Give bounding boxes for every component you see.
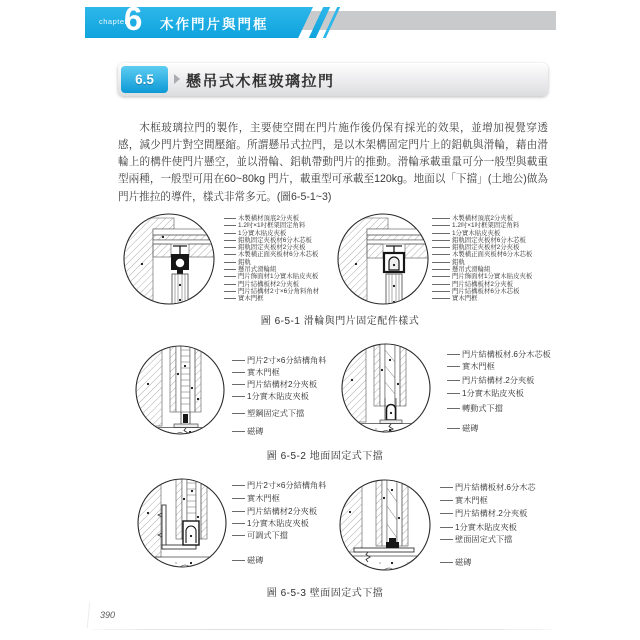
callout-label: 1.2吋×1吋框架固定角料	[432, 222, 532, 229]
figure-caption: 圖 6-5-3 壁面固定式下擋	[266, 588, 384, 599]
callout-label: 實木門框	[232, 494, 280, 503]
callout-label: 1分實木貼皮夾板	[440, 523, 517, 532]
callout-label: 門片結構材.2分夾板	[440, 509, 527, 518]
callout-label: 磁磚	[232, 427, 263, 436]
figure-caption: 圖 6-5-2 地面固定式下擋	[266, 451, 384, 462]
callout-label: 門片結構材.2分夾板	[447, 376, 534, 385]
callout-label: 實木門框	[224, 295, 319, 302]
chapter-word: chapter	[99, 17, 128, 26]
callout-label: 門片2寸×6分結構角料	[232, 356, 326, 365]
section-heading-bar	[118, 63, 548, 96]
callout-label: 木製橫正面夾板材6分木芯板	[432, 251, 532, 258]
callout-label: 可調式下擋	[232, 531, 288, 540]
page-edge-line	[87, 602, 91, 628]
detail-drawing-pulley-left	[122, 212, 216, 306]
page-number: 390	[100, 610, 116, 620]
callout-labels-fig2-right	[447, 346, 607, 436]
callout-label: 門片結構材2分夾板	[232, 380, 317, 389]
callout-label: 實木門框	[440, 496, 488, 505]
callout-label: 鋁軌	[224, 259, 319, 266]
callout-label: 門片結構板材2分夾板	[432, 281, 532, 288]
callout-label: 實木門框	[432, 295, 532, 302]
detail-drawing-floor-guide-right	[340, 342, 432, 434]
callout-label: 門片飾面材1分實木貼皮夾板	[224, 273, 319, 280]
callout-labels-fig1-right	[432, 215, 532, 303]
callout-label: 實木門框	[232, 368, 280, 377]
detail-drawing-pulley-right	[336, 212, 430, 306]
page-edge-line	[90, 629, 556, 630]
callout-label: 門片結構材2寸×6分角料角材	[224, 288, 319, 295]
callout-label: 門片結構材2分夾板	[232, 507, 317, 516]
chevron-right-icon	[174, 74, 180, 84]
callout-label: 磁磚	[232, 556, 263, 565]
callout-label: 門片結構板材.6分木芯	[440, 483, 536, 492]
callout-label: 門片結構板材2分夾板	[224, 281, 319, 288]
callout-label: 門片結構板材6分木芯板	[432, 288, 532, 295]
callout-label: 鋁軌固定夾板材2分夾板	[432, 244, 532, 251]
callout-label: 磁磚	[447, 424, 478, 433]
callout-label: 門片飾面材1分實木貼皮夾板	[432, 273, 532, 280]
body-paragraph: 木框玻璃拉門的製作，主要使空間在門片施作後仍保有採光的效果，並增加視覺穿透感，減少門片對空間壓縮。所謂懸吊式拉門，是以木架構固定門片上的鋁軌與滑輪，藉由滑輪上的構件使門片懸空，並以滑輪、鋁軌帶動門片的推動。滑輪承載重量可分一般型與載重型兩種，一般型可用在60~80kg 門片，載重型可承載至120kg。地面以「下擋」(土地公)做為門片推拉的導件，樣式非常多元。(圖6-5-1~3)	[118, 121, 548, 203]
callout-label: 1分實木貼皮夾板	[224, 230, 319, 237]
callout-label: 鋁軌	[432, 259, 532, 266]
callout-labels-fig1-left	[224, 215, 319, 303]
callout-label: 塑鋼固定式下擋	[232, 409, 304, 418]
chapter-number: 6	[124, 0, 143, 37]
chapter-title: 木作門片與門框	[160, 17, 269, 32]
callout-label: 實木門框	[447, 362, 495, 371]
callout-label: 懸吊式滑輪組	[224, 266, 319, 273]
callout-label: 1分實木貼皮夾板	[432, 230, 532, 237]
callout-label: 壁面固定式下擋	[440, 535, 512, 544]
callout-label: 木製橫材頂底2分夾板	[224, 215, 319, 222]
callout-labels-fig3-right	[440, 479, 600, 574]
detail-drawing-wall-guide-right	[338, 478, 432, 572]
section-title: 懸吊式木框玻璃拉門	[186, 73, 335, 90]
detail-drawing-floor-guide-left	[134, 344, 226, 436]
callout-label: 鋁軌固定夾板材6分木芯板	[224, 237, 319, 244]
callout-label: 1.2吋×1吋框架固定角料	[224, 222, 319, 229]
callout-label: 門片2寸×6分結構角料	[232, 481, 326, 490]
callout-label: 木製橫正面夾板材6分木芯板	[224, 251, 319, 258]
callout-label: 磁磚	[440, 558, 471, 567]
figure-caption: 圖 6-5-1 滑輪與門片固定配件樣式	[260, 316, 420, 327]
callout-label: 門片結構板材.6分木芯板	[447, 350, 551, 359]
callout-label: 1分實木貼皮夾板	[447, 389, 524, 398]
detail-drawing-wall-guide-left	[136, 477, 228, 569]
callout-label: 轉動式下擋	[447, 404, 503, 413]
callout-label: 1分實木貼皮夾板	[232, 519, 309, 528]
section-number-badge: 6.5	[121, 66, 168, 93]
callout-label: 1分實木貼皮夾板	[232, 392, 309, 401]
callout-label: 木製橫材頂底2分夾板	[432, 215, 532, 222]
callout-label: 鋁軌固定夾板材2分夾板	[224, 244, 319, 251]
callout-label: 懸吊式滑輪組	[432, 266, 532, 273]
callout-label: 鋁軌固定夾板材6分木芯板	[432, 237, 532, 244]
